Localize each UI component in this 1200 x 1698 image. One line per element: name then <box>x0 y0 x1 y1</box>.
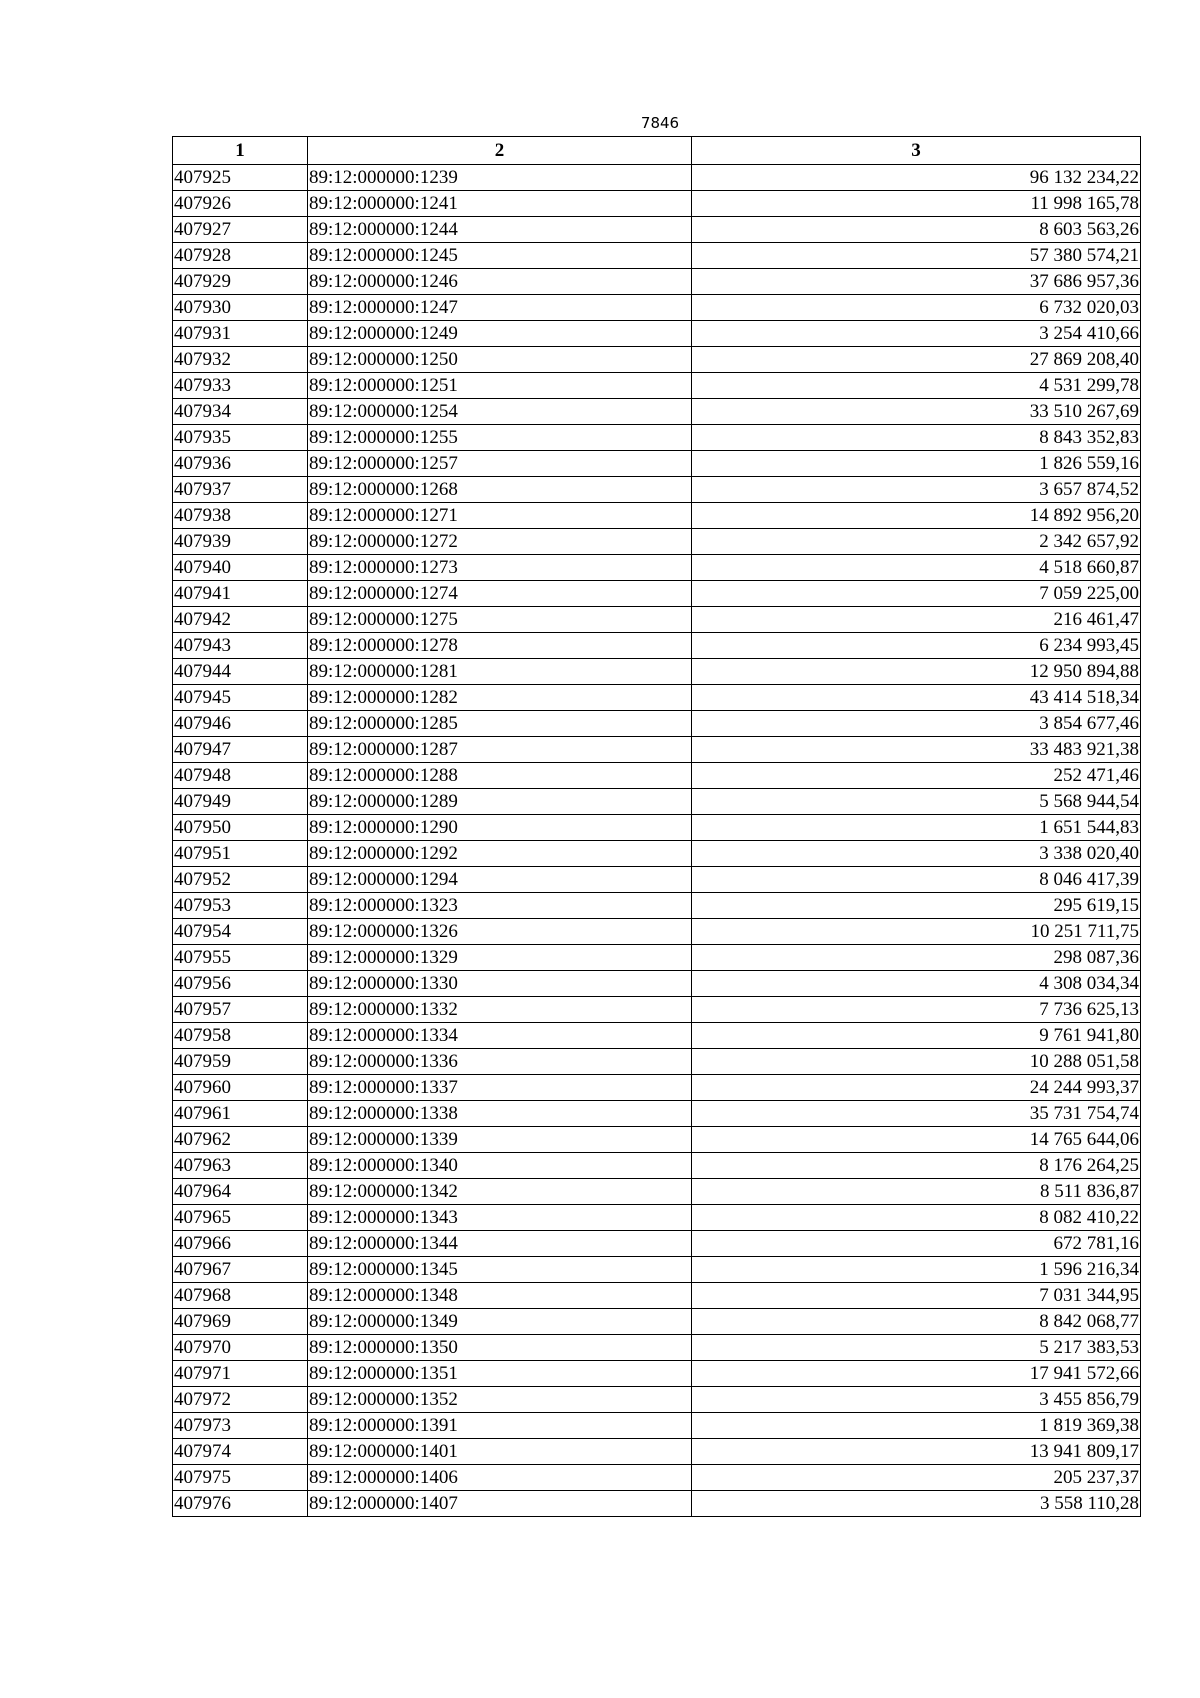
cadastral-number-cell: 89:12:000000:1345 <box>308 1257 692 1283</box>
cadastral-value-cell: 8 046 417,39 <box>692 867 1141 893</box>
cadastral-value-table <box>172 136 1141 1517</box>
table-row <box>173 321 1141 347</box>
row-number-cell: 407936 <box>173 451 308 477</box>
table-row <box>173 607 1141 633</box>
cadastral-value-cell: 1 651 544,83 <box>692 815 1141 841</box>
row-number-cell: 407941 <box>173 581 308 607</box>
cadastral-value-cell: 1 826 559,16 <box>692 451 1141 477</box>
cadastral-value-cell: 8 603 563,26 <box>692 217 1141 243</box>
row-number-cell: 407928 <box>173 243 308 269</box>
row-number-cell: 407933 <box>173 373 308 399</box>
cadastral-number-cell: 89:12:000000:1278 <box>308 633 692 659</box>
cadastral-value-cell: 3 338 020,40 <box>692 841 1141 867</box>
table-row <box>173 269 1141 295</box>
row-number-cell: 407972 <box>173 1387 308 1413</box>
cadastral-number-cell: 89:12:000000:1349 <box>308 1309 692 1335</box>
cadastral-value-cell: 6 234 993,45 <box>692 633 1141 659</box>
table-row <box>173 659 1141 685</box>
cadastral-value-cell: 10 288 051,58 <box>692 1049 1141 1075</box>
row-number-cell: 407938 <box>173 503 308 529</box>
table-row <box>173 737 1141 763</box>
table-row <box>173 1361 1141 1387</box>
cadastral-number-cell: 89:12:000000:1350 <box>308 1335 692 1361</box>
table-row <box>173 503 1141 529</box>
cadastral-number-cell: 89:12:000000:1257 <box>308 451 692 477</box>
cadastral-value-cell: 5 568 944,54 <box>692 789 1141 815</box>
table-row <box>173 633 1141 659</box>
cadastral-value-cell: 3 455 856,79 <box>692 1387 1141 1413</box>
table-row <box>173 685 1141 711</box>
header-row <box>173 137 1141 165</box>
row-number-cell: 407930 <box>173 295 308 321</box>
table-row <box>173 1101 1141 1127</box>
table-row <box>173 295 1141 321</box>
table-row <box>173 1413 1141 1439</box>
cadastral-number-cell: 89:12:000000:1332 <box>308 997 692 1023</box>
row-number-cell: 407947 <box>173 737 308 763</box>
cadastral-number-cell: 89:12:000000:1244 <box>308 217 692 243</box>
table-row <box>173 893 1141 919</box>
cadastral-number-cell: 89:12:000000:1290 <box>308 815 692 841</box>
cadastral-value-cell: 57 380 574,21 <box>692 243 1141 269</box>
table-row <box>173 711 1141 737</box>
row-number-cell: 407966 <box>173 1231 308 1257</box>
cadastral-value-cell: 17 941 572,66 <box>692 1361 1141 1387</box>
table-row <box>173 1049 1141 1075</box>
cadastral-value-cell: 5 217 383,53 <box>692 1335 1141 1361</box>
cadastral-number-cell: 89:12:000000:1407 <box>308 1491 692 1517</box>
cadastral-value-cell: 14 765 644,06 <box>692 1127 1141 1153</box>
cadastral-number-cell: 89:12:000000:1275 <box>308 607 692 633</box>
table-row <box>173 1491 1141 1517</box>
cadastral-number-cell: 89:12:000000:1337 <box>308 1075 692 1101</box>
row-number-cell: 407937 <box>173 477 308 503</box>
cadastral-number-cell: 89:12:000000:1292 <box>308 841 692 867</box>
cadastral-value-cell: 672 781,16 <box>692 1231 1141 1257</box>
cadastral-number-cell: 89:12:000000:1250 <box>308 347 692 373</box>
row-number-cell: 407960 <box>173 1075 308 1101</box>
row-number-cell: 407958 <box>173 1023 308 1049</box>
cadastral-value-cell: 27 869 208,40 <box>692 347 1141 373</box>
table-row <box>173 841 1141 867</box>
cadastral-number-cell: 89:12:000000:1401 <box>308 1439 692 1465</box>
cadastral-value-cell: 24 244 993,37 <box>692 1075 1141 1101</box>
row-number-cell: 407969 <box>173 1309 308 1335</box>
header-col-2: 2 <box>308 137 692 165</box>
row-number-cell: 407929 <box>173 269 308 295</box>
cadastral-number-cell: 89:12:000000:1344 <box>308 1231 692 1257</box>
cadastral-value-cell: 298 087,36 <box>692 945 1141 971</box>
cadastral-value-cell: 13 941 809,17 <box>692 1439 1141 1465</box>
table-row <box>173 399 1141 425</box>
table-row <box>173 867 1141 893</box>
row-number-cell: 407959 <box>173 1049 308 1075</box>
cadastral-number-cell: 89:12:000000:1255 <box>308 425 692 451</box>
cadastral-number-cell: 89:12:000000:1343 <box>308 1205 692 1231</box>
cadastral-value-cell: 6 732 020,03 <box>692 295 1141 321</box>
table-row <box>173 425 1141 451</box>
row-number-cell: 407952 <box>173 867 308 893</box>
table-header <box>173 137 1141 165</box>
cadastral-value-cell: 11 998 165,78 <box>692 191 1141 217</box>
table-row <box>173 997 1141 1023</box>
table-row <box>173 451 1141 477</box>
cadastral-number-cell: 89:12:000000:1326 <box>308 919 692 945</box>
table-row <box>173 529 1141 555</box>
cadastral-value-cell: 8 843 352,83 <box>692 425 1141 451</box>
cadastral-value-cell: 8 511 836,87 <box>692 1179 1141 1205</box>
cadastral-value-cell: 7 031 344,95 <box>692 1283 1141 1309</box>
cadastral-value-cell: 1 819 369,38 <box>692 1413 1141 1439</box>
cadastral-number-cell: 89:12:000000:1254 <box>308 399 692 425</box>
cadastral-value-cell: 96 132 234,22 <box>692 165 1141 191</box>
row-number-cell: 407973 <box>173 1413 308 1439</box>
row-number-cell: 407927 <box>173 217 308 243</box>
table-row <box>173 919 1141 945</box>
table-row <box>173 1023 1141 1049</box>
table-row <box>173 191 1141 217</box>
cadastral-number-cell: 89:12:000000:1273 <box>308 555 692 581</box>
cadastral-value-cell: 10 251 711,75 <box>692 919 1141 945</box>
row-number-cell: 407968 <box>173 1283 308 1309</box>
row-number-cell: 407962 <box>173 1127 308 1153</box>
cadastral-value-cell: 33 483 921,38 <box>692 737 1141 763</box>
cadastral-number-cell: 89:12:000000:1342 <box>308 1179 692 1205</box>
cadastral-value-cell: 35 731 754,74 <box>692 1101 1141 1127</box>
row-number-cell: 407934 <box>173 399 308 425</box>
cadastral-number-cell: 89:12:000000:1271 <box>308 503 692 529</box>
cadastral-number-cell: 89:12:000000:1352 <box>308 1387 692 1413</box>
table-row <box>173 217 1141 243</box>
cadastral-number-cell: 89:12:000000:1289 <box>308 789 692 815</box>
table-row <box>173 815 1141 841</box>
row-number-cell: 407964 <box>173 1179 308 1205</box>
cadastral-number-cell: 89:12:000000:1288 <box>308 763 692 789</box>
row-number-cell: 407974 <box>173 1439 308 1465</box>
table-row <box>173 763 1141 789</box>
row-number-cell: 407945 <box>173 685 308 711</box>
cadastral-value-cell: 3 854 677,46 <box>692 711 1141 737</box>
row-number-cell: 407957 <box>173 997 308 1023</box>
row-number-cell: 407971 <box>173 1361 308 1387</box>
row-number-cell: 407943 <box>173 633 308 659</box>
row-number-cell: 407949 <box>173 789 308 815</box>
cadastral-number-cell: 89:12:000000:1348 <box>308 1283 692 1309</box>
cadastral-value-cell: 3 558 110,28 <box>692 1491 1141 1517</box>
table-row <box>173 1075 1141 1101</box>
cadastral-value-cell: 33 510 267,69 <box>692 399 1141 425</box>
table-row <box>173 971 1141 997</box>
cadastral-value-cell: 4 531 299,78 <box>692 373 1141 399</box>
page-number: 7846 <box>640 114 680 132</box>
cadastral-number-cell: 89:12:000000:1406 <box>308 1465 692 1491</box>
cadastral-number-cell: 89:12:000000:1329 <box>308 945 692 971</box>
table-row <box>173 243 1141 269</box>
table-row <box>173 347 1141 373</box>
row-number-cell: 407975 <box>173 1465 308 1491</box>
row-number-cell: 407976 <box>173 1491 308 1517</box>
row-number-cell: 407961 <box>173 1101 308 1127</box>
cadastral-value-cell: 216 461,47 <box>692 607 1141 633</box>
header-col-3: 3 <box>692 137 1141 165</box>
table-row <box>173 1205 1141 1231</box>
table-row <box>173 789 1141 815</box>
cadastral-number-cell: 89:12:000000:1334 <box>308 1023 692 1049</box>
table-row <box>173 945 1141 971</box>
cadastral-number-cell: 89:12:000000:1391 <box>308 1413 692 1439</box>
cadastral-number-cell: 89:12:000000:1241 <box>308 191 692 217</box>
table-body <box>173 165 1141 1517</box>
cadastral-number-cell: 89:12:000000:1249 <box>308 321 692 347</box>
table-row <box>173 1257 1141 1283</box>
cadastral-value-cell: 1 596 216,34 <box>692 1257 1141 1283</box>
cadastral-value-cell: 4 308 034,34 <box>692 971 1141 997</box>
cadastral-number-cell: 89:12:000000:1351 <box>308 1361 692 1387</box>
cadastral-value-cell: 8 082 410,22 <box>692 1205 1141 1231</box>
cadastral-number-cell: 89:12:000000:1338 <box>308 1101 692 1127</box>
row-number-cell: 407944 <box>173 659 308 685</box>
cadastral-value-cell: 4 518 660,87 <box>692 555 1141 581</box>
cadastral-value-cell: 43 414 518,34 <box>692 685 1141 711</box>
cadastral-number-cell: 89:12:000000:1287 <box>308 737 692 763</box>
table-row <box>173 1439 1141 1465</box>
row-number-cell: 407926 <box>173 191 308 217</box>
cadastral-value-cell: 2 342 657,92 <box>692 529 1141 555</box>
cadastral-number-cell: 89:12:000000:1336 <box>308 1049 692 1075</box>
cadastral-number-cell: 89:12:000000:1268 <box>308 477 692 503</box>
table-row <box>173 1283 1141 1309</box>
table-row <box>173 555 1141 581</box>
cadastral-number-cell: 89:12:000000:1285 <box>308 711 692 737</box>
row-number-cell: 407948 <box>173 763 308 789</box>
row-number-cell: 407967 <box>173 1257 308 1283</box>
table-row <box>173 477 1141 503</box>
row-number-cell: 407955 <box>173 945 308 971</box>
row-number-cell: 407939 <box>173 529 308 555</box>
cadastral-value-cell: 9 761 941,80 <box>692 1023 1141 1049</box>
table-row <box>173 581 1141 607</box>
row-number-cell: 407946 <box>173 711 308 737</box>
table-row <box>173 373 1141 399</box>
cadastral-number-cell: 89:12:000000:1323 <box>308 893 692 919</box>
cadastral-number-cell: 89:12:000000:1245 <box>308 243 692 269</box>
cadastral-number-cell: 89:12:000000:1272 <box>308 529 692 555</box>
row-number-cell: 407932 <box>173 347 308 373</box>
row-number-cell: 407951 <box>173 841 308 867</box>
row-number-cell: 407942 <box>173 607 308 633</box>
cadastral-number-cell: 89:12:000000:1340 <box>308 1153 692 1179</box>
cadastral-number-cell: 89:12:000000:1239 <box>308 165 692 191</box>
row-number-cell: 407956 <box>173 971 308 997</box>
cadastral-number-cell: 89:12:000000:1246 <box>308 269 692 295</box>
cadastral-value-cell: 8 842 068,77 <box>692 1309 1141 1335</box>
row-number-cell: 407950 <box>173 815 308 841</box>
cadastral-value-cell: 14 892 956,20 <box>692 503 1141 529</box>
table-row <box>173 1465 1141 1491</box>
cadastral-number-cell: 89:12:000000:1339 <box>308 1127 692 1153</box>
header-col-1: 1 <box>173 137 308 165</box>
cadastral-value-cell: 12 950 894,88 <box>692 659 1141 685</box>
cadastral-value-cell: 205 237,37 <box>692 1465 1141 1491</box>
row-number-cell: 407925 <box>173 165 308 191</box>
row-number-cell: 407953 <box>173 893 308 919</box>
cadastral-number-cell: 89:12:000000:1294 <box>308 867 692 893</box>
table-row <box>173 1231 1141 1257</box>
cadastral-value-cell: 8 176 264,25 <box>692 1153 1141 1179</box>
table-row <box>173 1179 1141 1205</box>
cadastral-number-cell: 89:12:000000:1281 <box>308 659 692 685</box>
cadastral-number-cell: 89:12:000000:1247 <box>308 295 692 321</box>
row-number-cell: 407954 <box>173 919 308 945</box>
table-row <box>173 1387 1141 1413</box>
cadastral-value-cell: 3 657 874,52 <box>692 477 1141 503</box>
row-number-cell: 407931 <box>173 321 308 347</box>
table-row <box>173 165 1141 191</box>
row-number-cell: 407963 <box>173 1153 308 1179</box>
table-row <box>173 1153 1141 1179</box>
cadastral-number-cell: 89:12:000000:1330 <box>308 971 692 997</box>
row-number-cell: 407940 <box>173 555 308 581</box>
row-number-cell: 407935 <box>173 425 308 451</box>
cadastral-value-cell: 252 471,46 <box>692 763 1141 789</box>
cadastral-value-cell: 3 254 410,66 <box>692 321 1141 347</box>
cadastral-number-cell: 89:12:000000:1282 <box>308 685 692 711</box>
cadastral-value-cell: 7 059 225,00 <box>692 581 1141 607</box>
cadastral-number-cell: 89:12:000000:1251 <box>308 373 692 399</box>
cadastral-value-cell: 7 736 625,13 <box>692 997 1141 1023</box>
row-number-cell: 407965 <box>173 1205 308 1231</box>
cadastral-value-cell: 37 686 957,36 <box>692 269 1141 295</box>
cadastral-number-cell: 89:12:000000:1274 <box>308 581 692 607</box>
row-number-cell: 407970 <box>173 1335 308 1361</box>
table-row <box>173 1309 1141 1335</box>
table-row <box>173 1127 1141 1153</box>
table-row <box>173 1335 1141 1361</box>
cadastral-value-cell: 295 619,15 <box>692 893 1141 919</box>
